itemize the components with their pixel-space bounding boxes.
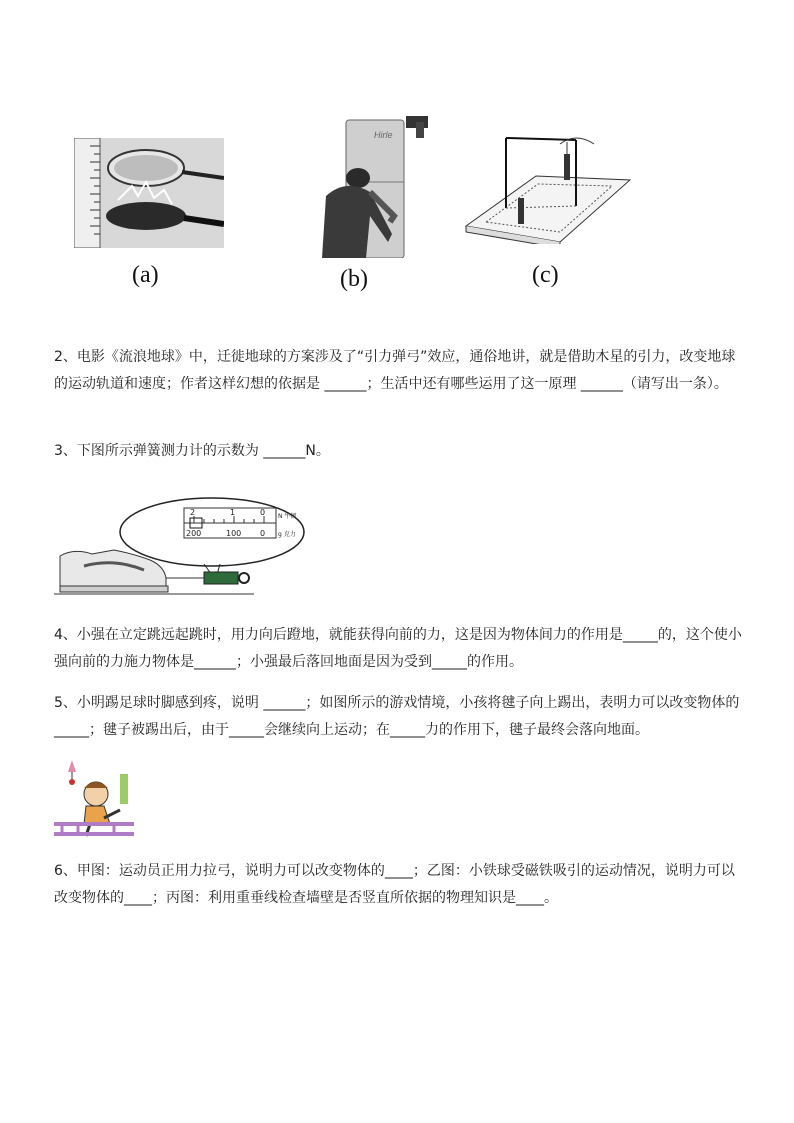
figure-a [74, 138, 224, 248]
question-5: 5、小明踢足球时脚感到疼，说明 ______；如图所示的游戏情境，小孩将毽子向上踢出，表明力可以改变物体的_____；毽子被踢出后，由于_____会继续向上运动；在_____力的作用下，毽子最终会落向地面。 [54, 695, 740, 738]
spring-scale-figure [54, 496, 314, 596]
scale-unit-top: N 牛顿 [278, 513, 297, 520]
question-2: 2、电影《流浪地球》中，迁徙地球的方案涉及了“引力弹弓”效应，通俗地讲，就是借助木星的引力，改变地球的运动轨道和速度；作者这样幻想的依据是 ______；生活中还有哪些运用了这一原理 ______（请写出一条）。 [54, 349, 736, 392]
scale-top-label-0: 0 [260, 508, 266, 517]
caption-b: (b) [340, 266, 368, 292]
shuttlecock-figure [54, 758, 134, 838]
scale-top-label-2: 2 [190, 508, 196, 517]
figure-b [318, 112, 434, 258]
question-6: 6、甲图：运动员正用力拉弓，说明力可以改变物体的____；乙图：小铁球受磁铁吸引的运动情况，说明力可以改变物体的____；丙图：利用重垂线检查墙壁是否竖直所依据的物理知识是____。 [54, 863, 735, 906]
scale-unit-bottom: g 克力 [278, 531, 296, 538]
scale-top-label-1: 1 [230, 508, 236, 517]
figure-c [464, 126, 632, 244]
box-brand-label: Hirle [374, 130, 393, 140]
question-3: 3、下图所示弹簧测力计的示数为 ______N。 [54, 443, 330, 459]
question-4: 4、小强在立定跳远起跳时，用力向后蹬地，就能获得向前的力，这是因为物体间力的作用是_____的，这个使小强向前的力施力物体是______；小强最后落回地面是因为受到_____的作用。 [54, 627, 742, 670]
caption-c: (c) [532, 262, 559, 288]
caption-a: (a) [132, 262, 159, 288]
scale-bottom-label-200: 200 [186, 529, 202, 538]
scale-bottom-label-0: 0 [260, 529, 266, 538]
scale-bottom-label-100: 100 [226, 529, 242, 538]
